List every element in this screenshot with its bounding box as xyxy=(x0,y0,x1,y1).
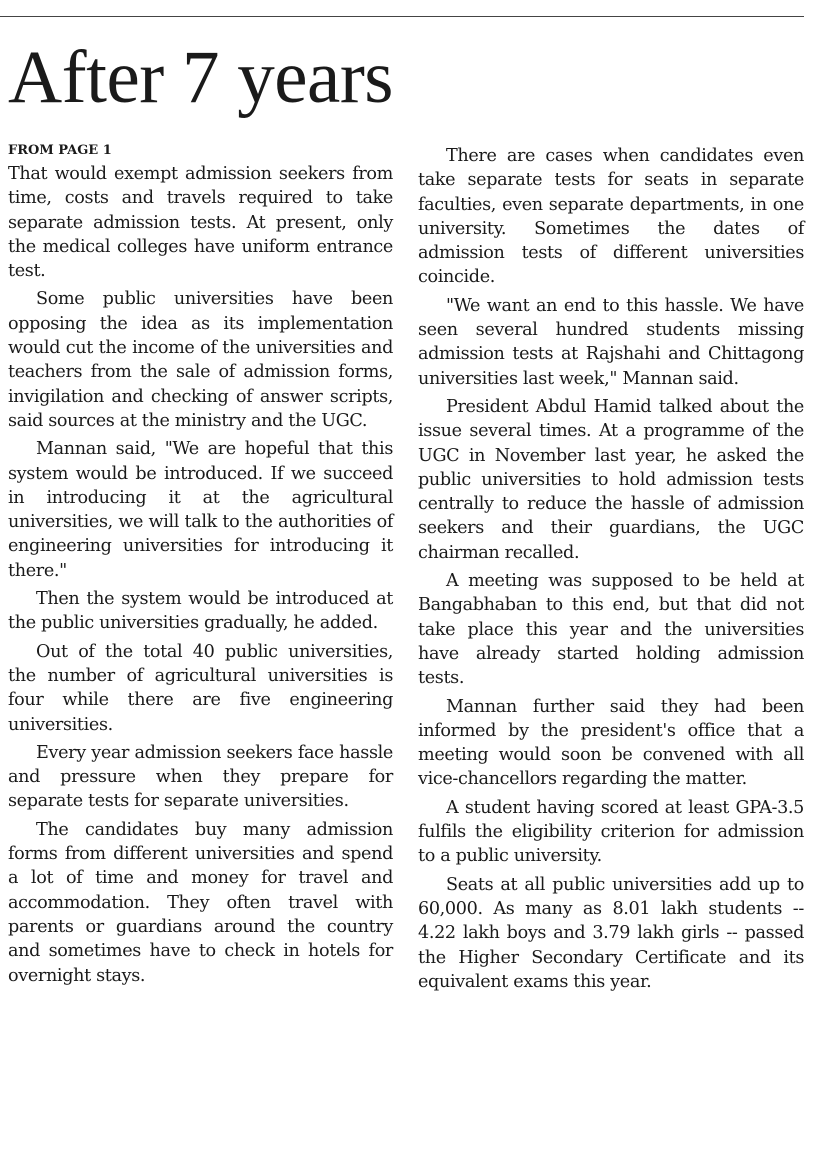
paragraph: Some public universities have been opposing the idea as its implementation would cut the income of the universities and teachers from the sale of admission forms, invigilation and checking of answer scripts, said sources at the ministry and the UGC. xyxy=(8,289,393,431)
paragraph: Out of the total 40 public universities, the number of agricultural universities is four while there are five engineering universities. xyxy=(8,641,393,735)
paragraph: Mannan said, "We are hopeful that this system would be introduced. If we succeed in introducing it at the agricultural universities, we will talk to the authorities of engineering universities for introducing it there." xyxy=(8,439,393,581)
paragraph: "We want an end to this hassle. We have seen several hundred students missing admission tests at Rajshahi and Chittagong universities last week," Mannan said. xyxy=(418,295,804,389)
paragraph: A student having scored at least GPA-3.5 fulfils the eligibility criterion for admission to a public university. xyxy=(418,797,804,867)
headline: After 7 years xyxy=(8,36,393,119)
paragraph: There are cases when candidates even take separate tests for seats in separate faculties, even separate departments, in one university. Sometimes the dates of admission tests of different universities coincide. xyxy=(418,146,804,288)
dateline: FROM PAGE 1 xyxy=(8,143,112,158)
paragraph: That would exempt admission seekers from time, costs and travels required to take separate admission tests. At present, only the medical colleges have uniform entrance test. xyxy=(8,164,393,282)
paragraph: The candidates buy many admission forms from different universities and spend a lot of time and money for travel and accommodation. They often travel with parents or guardians around the country and sometimes have to check in hotels for overnight stays. xyxy=(8,819,393,986)
paragraph: Mannan further said they had been informed by the president's office that a meeting would soon be convened with all vice-chancellors regarding the matter. xyxy=(418,696,804,790)
paragraph: Then the system would be introduced at the public universities gradually, he added. xyxy=(8,589,393,634)
paragraph: Every year admission seekers face hassle and pressure when they prepare for separate tests for separate universities. xyxy=(8,742,393,812)
article-column-left xyxy=(8,142,393,992)
paragraph: President Abdul Hamid talked about the issue several times. At a programme of the UGC in November last year, he asked the public universities to hold admission tests centrally to reduce the hassle of admission seekers and their guardians, the UGC chairman recalled. xyxy=(418,396,804,563)
paragraph: Seats at all public universities add up to 60,000. As many as 8.01 lakh students -- 4.22 lakh boys and 3.79 lakh girls -- passed the Higher Secondary Certificate and its equivalent exams this year. xyxy=(418,874,804,992)
article-column-right xyxy=(418,142,804,998)
paragraph: A meeting was supposed to be held at Bangabhaban to this end, but that did not take place this year and the universities have already started holding admission tests. xyxy=(418,571,804,689)
top-rule xyxy=(0,16,804,17)
